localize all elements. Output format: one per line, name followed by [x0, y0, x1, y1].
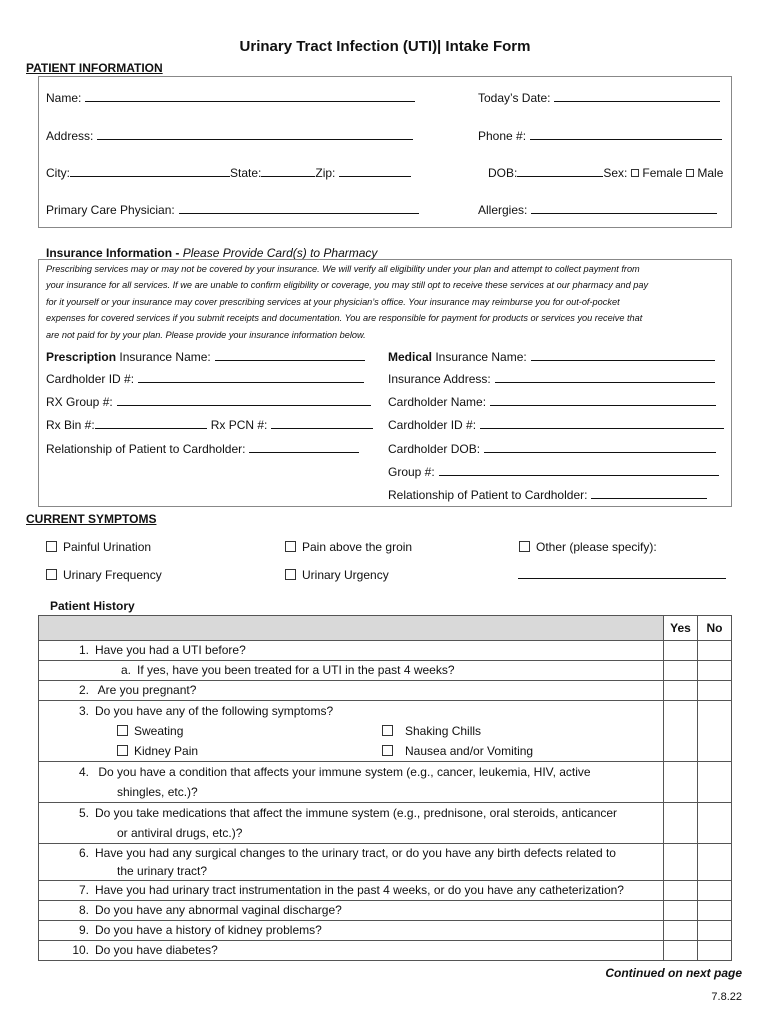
sex-label: Sex:	[603, 166, 628, 180]
allergies-field[interactable]	[478, 201, 717, 217]
todays-date-label: Today’s Date:	[478, 91, 551, 105]
q1a-yes-cell[interactable]	[664, 661, 698, 681]
rx-pcn-label: Rx PCN #:	[210, 418, 268, 432]
disclaimer-line: Prescribing services may or may not be covered by your insurance. We will verify all eligibility under your plan and attempt to collect payment from	[46, 264, 640, 274]
yes-header: Yes	[664, 616, 698, 641]
q4-text: Do you have a condition that affects your immune system (e.g., cancer, leukemia, HIV, active	[98, 765, 591, 779]
phone-label: Phone #:	[478, 129, 527, 143]
state-label: State:	[230, 166, 262, 180]
q1-no-cell[interactable]	[698, 641, 732, 661]
med-insurance-name-field[interactable]	[388, 348, 715, 364]
shaking-chills-checkbox[interactable]	[382, 725, 393, 736]
patient-info-heading: PATIENT INFORMATION	[26, 61, 163, 75]
insurance-disclaimer	[46, 261, 736, 343]
q1a-text: If yes, have you been treated for a UTI in the past 4 weeks?	[137, 663, 455, 677]
med-group-field[interactable]	[388, 463, 719, 479]
table-row	[39, 803, 732, 844]
shaking-chills-label: Shaking Chills	[405, 724, 482, 738]
pain-above-groin-checkbox[interactable]	[285, 541, 296, 552]
med-group-label: Group #:	[388, 465, 435, 479]
q9-text: Do you have a history of kidney problems?	[95, 923, 322, 937]
q2-number: 2.	[78, 683, 89, 697]
name-field[interactable]	[46, 89, 415, 105]
med-relationship-line[interactable]	[591, 486, 707, 499]
no-header: No	[698, 616, 732, 641]
shaking-chills-option[interactable]	[382, 721, 481, 741]
med-name-line[interactable]	[531, 348, 715, 361]
rx-bin-line[interactable]	[95, 416, 207, 429]
version-date: 7.8.22	[711, 991, 742, 1003]
insurance-heading-bold: Insurance Information -	[46, 246, 183, 260]
history-header-blank	[39, 616, 664, 641]
female-checkbox[interactable]	[631, 169, 639, 177]
q4-text-cont: shingles, etc.)?	[117, 785, 198, 799]
med-address-field[interactable]	[388, 370, 715, 386]
allergies-label: Allergies:	[478, 203, 528, 217]
med-cardholder-dob-field[interactable]	[388, 440, 716, 456]
med-relationship-label: Relationship of Patient to Cardholder:	[388, 488, 588, 502]
painful-urination-checkbox[interactable]	[46, 541, 57, 552]
rx-group-field[interactable]	[46, 393, 371, 409]
painful-urination-option[interactable]	[46, 540, 151, 554]
q6-text: Have you had any surgical changes to the urinary tract, or do you have any birth defects related to	[95, 846, 616, 860]
state-line[interactable]	[261, 164, 315, 177]
table-row	[39, 762, 732, 803]
urinary-urgency-option[interactable]	[285, 568, 389, 582]
table-row	[39, 661, 732, 681]
disclaimer-line: your insurance for all services. If we are unable to confirm eligibility or coverage, you may still opt to receive these services at our pharmacy and pay	[46, 280, 649, 291]
pain-above-groin-option[interactable]	[285, 540, 412, 554]
q4-number: 4.	[78, 765, 89, 779]
q10-yes-cell[interactable]	[664, 941, 698, 961]
address-field[interactable]	[46, 127, 413, 143]
rx-name-label: Insurance Name:	[116, 350, 211, 364]
q5-text: Do you take medications that affect the immune system (e.g., prednisone, oral steroids, anticancer	[95, 806, 618, 820]
med-cardholder-id-field[interactable]	[388, 416, 724, 432]
med-name-label: Insurance Name:	[432, 350, 527, 364]
female-label: Female	[642, 166, 683, 180]
sweating-checkbox[interactable]	[117, 725, 128, 736]
city-label: City:	[46, 166, 70, 180]
q2-text: Are you pregnant?	[97, 683, 197, 697]
med-cardholder-id-label: Cardholder ID #:	[388, 418, 477, 432]
q7-no-cell[interactable]	[698, 881, 732, 901]
city-line[interactable]	[70, 164, 230, 177]
q6-text-cont: the urinary tract?	[117, 864, 208, 878]
disclaimer-line: for it yourself or your insurance may cover prescribing services at your physician’s office. Your insurance may reimburse you for out-of-pocket	[46, 296, 620, 307]
todays-date-line[interactable]	[554, 89, 720, 102]
continued-note: Continued on next page	[605, 966, 742, 980]
q6-no-cell[interactable]	[698, 844, 732, 881]
city-state-zip-field[interactable]	[46, 164, 411, 180]
sweating-label: Sweating	[134, 724, 184, 738]
med-cardholder-dob-line[interactable]	[484, 440, 716, 453]
symptoms-heading: CURRENT SYMPTOMS	[26, 512, 157, 526]
urinary-frequency-option[interactable]	[46, 568, 162, 582]
form-title: Urinary Tract Infection (UTI)| Intake Form	[239, 38, 531, 55]
name-label: Name:	[46, 91, 82, 105]
rx-relationship-line[interactable]	[249, 440, 359, 453]
rx-cardholder-id-field[interactable]	[46, 370, 364, 386]
dob-line[interactable]	[517, 164, 603, 177]
other-checkbox[interactable]	[519, 541, 530, 552]
q7-yes-cell[interactable]	[664, 881, 698, 901]
q7-number: 7.	[78, 883, 89, 897]
male-label: Male	[697, 166, 724, 180]
table-row	[39, 701, 732, 762]
q8-number: 8.	[78, 903, 89, 917]
rx-group-line[interactable]	[117, 393, 371, 406]
insurance-heading-italic: Please Provide Card(s) to Pharmacy	[182, 246, 378, 260]
q7-text: Have you had urinary tract instrumentation in the past 4 weeks, or do you have any catheterization?	[95, 883, 624, 897]
q1-text: Have you had a UTI before?	[95, 643, 246, 657]
pain-above-groin-label: Pain above the groin	[302, 540, 413, 554]
table-row	[39, 681, 732, 701]
q1-number: 1.	[78, 643, 89, 657]
history-header-row	[39, 616, 732, 641]
med-cardholder-name-label: Cardholder Name:	[388, 395, 487, 409]
med-cardholder-id-line[interactable]	[480, 416, 724, 429]
q9-yes-cell[interactable]	[664, 921, 698, 941]
rx-group-label: RX Group #:	[46, 395, 113, 409]
med-relationship-field[interactable]	[388, 486, 707, 502]
nausea-checkbox[interactable]	[382, 745, 393, 756]
disclaimer-line: expenses for covered services if you submit receipts and documentation. You are responsible for payment for products or services you receive that	[46, 313, 643, 324]
q8-no-cell[interactable]	[698, 901, 732, 921]
q5-no-cell[interactable]	[698, 803, 732, 844]
table-row	[39, 901, 732, 921]
allergies-line[interactable]	[531, 201, 717, 214]
med-group-line[interactable]	[439, 463, 719, 476]
q3-number: 3.	[78, 704, 89, 718]
rx-bin-label: Rx Bin #:	[46, 418, 95, 432]
urinary-frequency-label: Urinary Frequency	[63, 568, 162, 582]
urinary-urgency-label: Urinary Urgency	[302, 568, 389, 582]
rx-insurance-name-field[interactable]	[46, 348, 365, 364]
disclaimer-line: are not paid for by your plan. Please provide your insurance information below.	[46, 329, 366, 340]
address-label: Address:	[46, 129, 94, 143]
other-option[interactable]	[519, 540, 657, 554]
rx-relationship-label: Relationship of Patient to Cardholder:	[46, 442, 246, 456]
painful-urination-label: Painful Urination	[63, 540, 152, 554]
patient-history-table	[38, 615, 732, 961]
q9-number: 9.	[78, 923, 89, 937]
q10-no-cell[interactable]	[698, 941, 732, 961]
q8-yes-cell[interactable]	[664, 901, 698, 921]
phone-field[interactable]	[478, 127, 722, 143]
q5-number: 5.	[78, 806, 89, 820]
phone-line[interactable]	[530, 127, 722, 140]
table-row	[39, 921, 732, 941]
q1a-number: a.	[120, 663, 131, 677]
urinary-urgency-checkbox[interactable]	[285, 569, 296, 580]
table-row	[39, 941, 732, 961]
q2-no-cell[interactable]	[698, 681, 732, 701]
rx-name-line[interactable]	[215, 348, 365, 361]
table-row	[39, 844, 732, 881]
med-cardholder-dob-label: Cardholder DOB:	[388, 442, 481, 456]
q5-text-cont: or antiviral drugs, etc.)?	[117, 826, 243, 840]
q3-no-cell[interactable]	[698, 701, 732, 762]
dob-label: DOB:	[488, 166, 518, 180]
address-line[interactable]	[97, 127, 413, 140]
q9-no-cell[interactable]	[698, 921, 732, 941]
q6-yes-cell[interactable]	[664, 844, 698, 881]
kidney-pain-label: Kidney Pain	[134, 744, 199, 758]
rx-cardholder-id-label: Cardholder ID #:	[46, 372, 135, 386]
pcp-label: Primary Care Physician:	[46, 203, 175, 217]
q1a-no-cell[interactable]	[698, 661, 732, 681]
q10-number: 10.	[72, 943, 89, 957]
q8-text: Do you have any abnormal vaginal discharge?	[95, 903, 342, 917]
zip-line[interactable]	[339, 164, 411, 177]
rx-cardholder-id-line[interactable]	[138, 370, 364, 383]
q4-no-cell[interactable]	[698, 762, 732, 803]
rx-bold-label: Prescription	[46, 350, 117, 364]
med-cardholder-name-field[interactable]	[388, 393, 716, 409]
med-address-line[interactable]	[495, 370, 715, 383]
med-cardholder-name-line[interactable]	[490, 393, 716, 406]
other-label: Other (please specify):	[536, 540, 657, 554]
table-row	[39, 881, 732, 901]
med-address-label: Insurance Address:	[388, 372, 491, 386]
pcp-field[interactable]	[46, 201, 419, 217]
zip-label: Zip:	[315, 166, 336, 180]
insurance-heading	[46, 246, 377, 260]
rx-bin-pcn-field[interactable]	[46, 416, 373, 432]
sweating-option[interactable]	[117, 721, 183, 741]
nausea-option[interactable]	[382, 741, 533, 761]
rx-pcn-line[interactable]	[271, 416, 373, 429]
male-checkbox[interactable]	[686, 169, 694, 177]
q5-yes-cell[interactable]	[664, 803, 698, 844]
rx-relationship-field[interactable]	[46, 440, 359, 456]
q2-yes-cell[interactable]	[664, 681, 698, 701]
table-row	[39, 641, 732, 661]
q4-yes-cell[interactable]	[664, 762, 698, 803]
name-line[interactable]	[85, 89, 415, 102]
urinary-frequency-checkbox[interactable]	[46, 569, 57, 580]
kidney-pain-option[interactable]	[117, 741, 198, 761]
pcp-line[interactable]	[179, 201, 419, 214]
patient-history-heading: Patient History	[50, 599, 135, 613]
q6-number: 6.	[78, 846, 89, 860]
kidney-pain-checkbox[interactable]	[117, 745, 128, 756]
nausea-label: Nausea and/or Vomiting	[405, 744, 534, 758]
other-specify-line[interactable]	[518, 578, 726, 579]
q10-text: Do you have diabetes?	[95, 943, 218, 957]
todays-date-field[interactable]	[478, 89, 720, 105]
q3-text: Do you have any of the following symptoms?	[95, 704, 334, 718]
dob-sex-field[interactable]	[488, 164, 723, 180]
q3-yes-cell[interactable]	[664, 701, 698, 762]
med-bold-label: Medical	[388, 350, 433, 364]
q1-yes-cell[interactable]	[664, 641, 698, 661]
